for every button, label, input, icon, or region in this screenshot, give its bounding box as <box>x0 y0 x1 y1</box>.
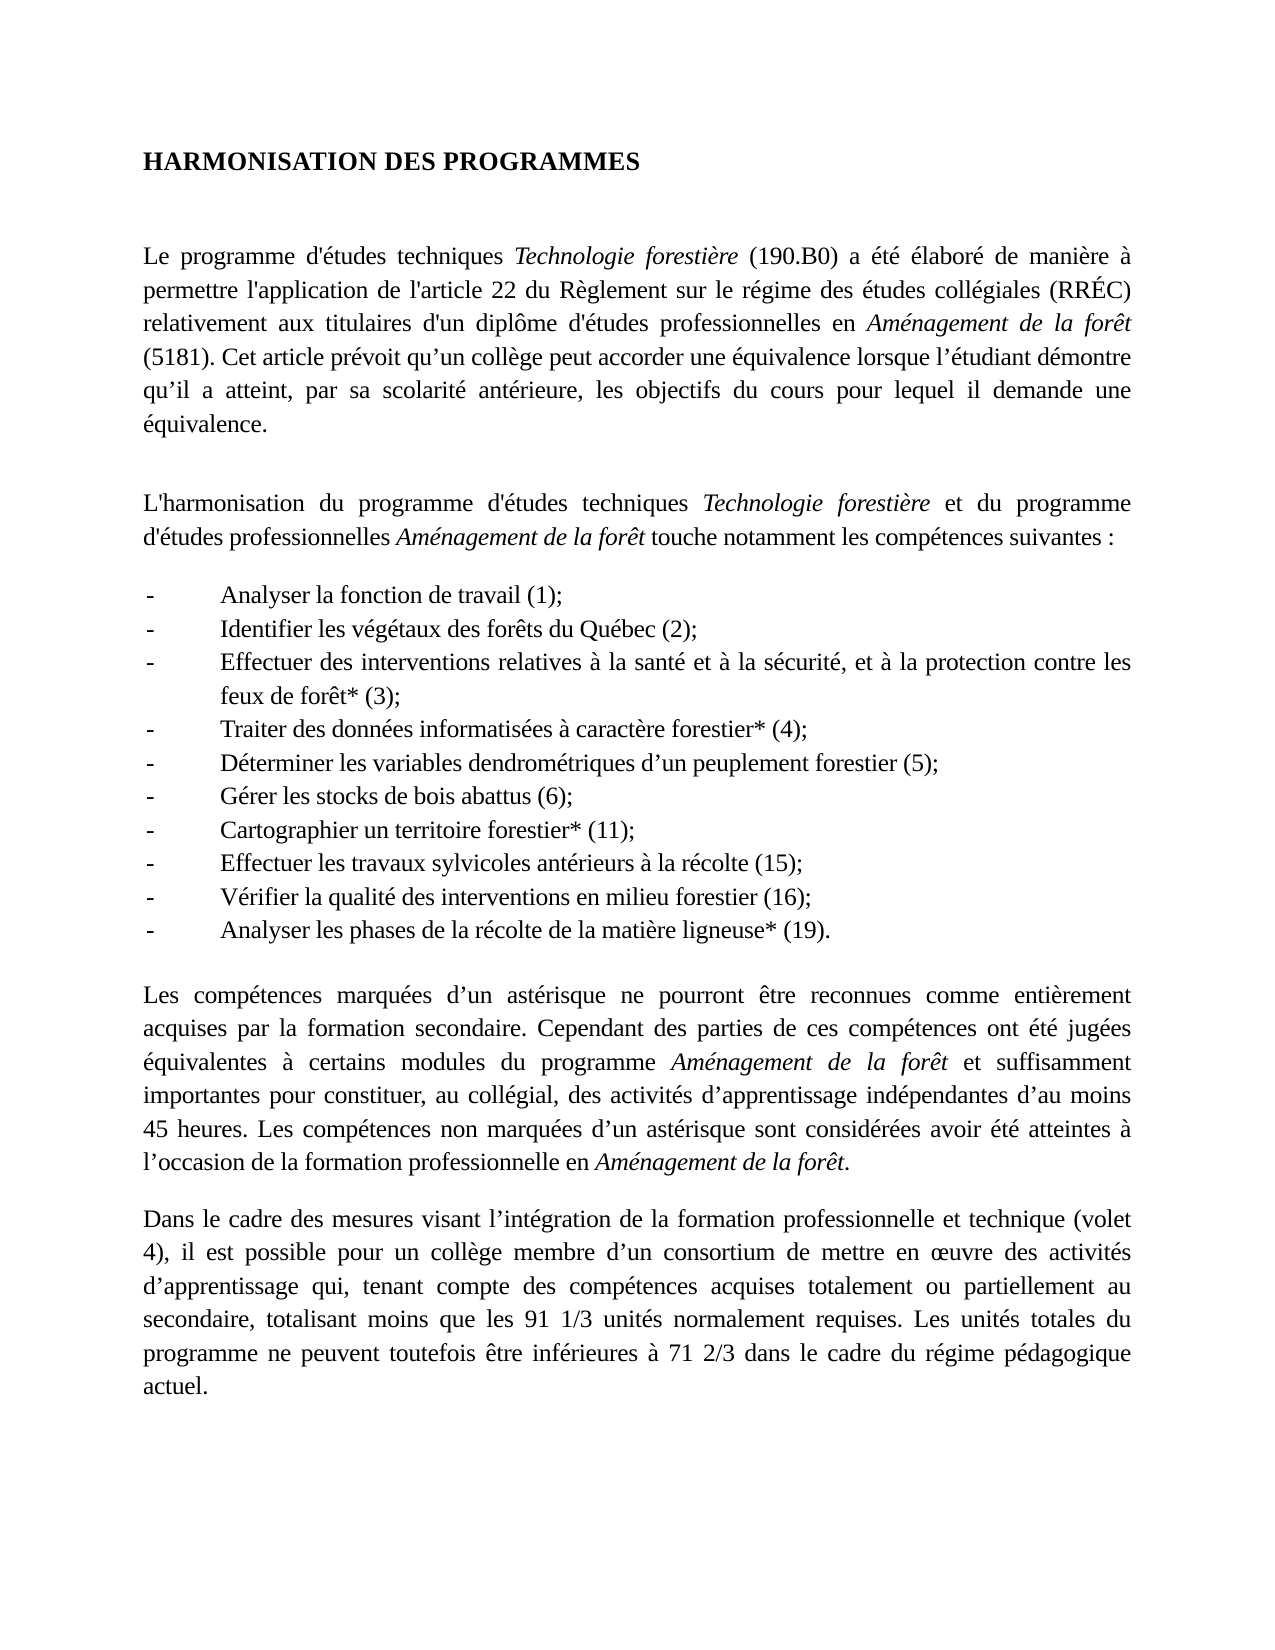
text-run: (5181). Cet article prévoit qu’un collège peut accorder une équivalence lorsque l’étudiant démontre qu’il a atteint, par sa scolarité antérieure, les objectifs du cours pour lequel il demande une équivalence. <box>143 341 1131 438</box>
text-run: Le programme d'études techniques <box>143 241 515 270</box>
list-dash: - <box>146 881 155 911</box>
paragraph-units <box>143 1202 1131 1403</box>
list-dash: - <box>146 814 155 844</box>
program-name: Aménagement de la forêt <box>671 1046 948 1076</box>
list-dash: - <box>146 747 155 777</box>
competency-item <box>143 612 1131 646</box>
paragraph-asterisk-note <box>143 978 1131 1179</box>
competency-item-text: Déterminer les variables dendrométriques d’un peuplement forestier (5); <box>220 747 939 777</box>
competency-item <box>143 712 1131 746</box>
competency-item <box>143 645 1131 712</box>
competency-item-text: Cartographier un territoire forestier* (11); <box>220 814 635 844</box>
text-run: . <box>843 1147 850 1176</box>
text-run: Dans le cadre des mesures visant l’intégration de la formation professionnelle et technique (volet 4), il est possible pour un collège membre d’un consortium de mettre en œuvre des activités d’apprentissage qui, tenant compte des compétences acquises totalement ou partiellement au secondaire, totalisant moins que les 91 1/3 unités normalement requises. Les unités totales du programme ne peuvent toutefois être inférieures à 71 2/3 dans le cadre du régime pédagogique actuel. <box>143 1203 1131 1400</box>
competency-item-text: Identifier les végétaux des forêts du Québec (2); <box>220 613 698 643</box>
competency-item <box>143 913 1131 947</box>
competency-item-text: Analyser les phases de la récolte de la matière ligneuse* (19). <box>220 915 831 944</box>
list-dash: - <box>146 580 155 609</box>
list-dash: - <box>146 915 155 944</box>
list-dash: - <box>146 781 155 810</box>
competency-item <box>143 846 1131 880</box>
program-name: Aménagement de la forêt <box>595 1147 844 1176</box>
list-dash: - <box>146 714 155 743</box>
competency-item-text: Gérer les stocks de bois abattus (6); <box>220 781 573 810</box>
competency-list <box>143 578 1131 947</box>
competency-item-text: Effectuer les travaux sylvicoles antérieurs à la récolte (15); <box>220 848 803 877</box>
paragraph-harmonisation <box>143 486 1131 553</box>
list-dash: - <box>146 613 155 643</box>
text-run: L'harmonisation du programme d'études techniques <box>143 488 703 517</box>
competency-item <box>143 578 1131 612</box>
competency-item-text: Traiter des données informatisées à caractère forestier* (4); <box>220 714 808 743</box>
competency-item <box>143 779 1131 813</box>
program-name: Aménagement de la forêt <box>866 308 1131 337</box>
competency-item-text: Effectuer des interventions relatives à la santé et à la sécurité, et à la protection contre les feux de forêt* (3); <box>220 647 1131 710</box>
text-run: touche notamment les compétences suivantes : <box>644 521 1115 551</box>
program-name: Technologie forestière <box>514 241 739 270</box>
competency-item <box>143 813 1131 847</box>
competency-item <box>143 746 1131 780</box>
list-dash: - <box>146 647 155 676</box>
competency-item-text: Analyser la fonction de travail (1); <box>220 580 563 609</box>
text-run: et suffisamment importantes pour constituer, au collégial, des activités d’apprentissage indépendantes d’au moins 45 heures. Les compétences non marquées d’un astérisque sont considérées avoir été atteintes à l’occasion de la formation professionnelle en <box>143 1046 1131 1176</box>
text-run: et du programme d'études professionnelles <box>143 488 1131 551</box>
program-name: Aménagement de la forêt <box>396 521 645 551</box>
list-dash: - <box>146 848 155 877</box>
text-run: (190.B0) a été élaboré de manière à permettre l'application de l'article 22 du Règlement sur le régime des études collégiales (RRÉC) relativement aux titulaires d'un diplôme d'études professionnelles en <box>143 241 1131 337</box>
page-title: HARMONISATION DES PROGRAMMES <box>143 147 641 176</box>
text-run: Les compétences marquées d’un astérisque ne pourront être reconnues comme entièrement acquises par la formation secondaire. Cependant des parties de ces compétences ont été jugées équivalentes à certains modules du programme <box>143 979 1131 1076</box>
competency-item-text: Vérifier la qualité des interventions en milieu forestier (16); <box>220 881 812 911</box>
competency-item <box>143 880 1131 914</box>
program-name: Technologie forestière <box>702 488 931 517</box>
paragraph-intro <box>143 239 1131 440</box>
